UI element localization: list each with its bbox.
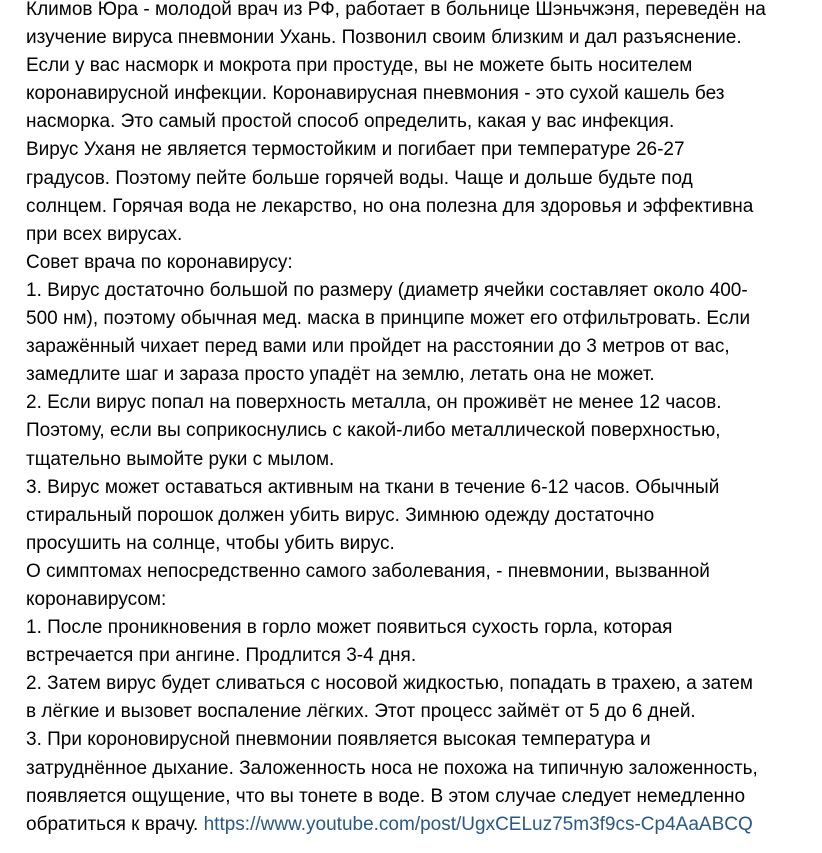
post-line: затруднённое дыхание. Заложенность носа не похожа на типичную заложенность, xyxy=(26,757,758,779)
post-line: солнцем. Горячая вода не лекарство, но она полезна для здоровья и эффективна xyxy=(26,195,754,217)
post-line: 3. Вирус может оставаться активным на ткани в течение 6-12 часов. Обычный xyxy=(26,476,720,498)
post-line: 2. Если вирус попал на поверхность металла, он проживёт не менее 12 часов. xyxy=(26,392,722,414)
post-line: насморка. Это самый простой способ определить, какая у вас инфекция. xyxy=(26,111,675,133)
post-last-line xyxy=(26,811,822,839)
post-line: коронавирусом: xyxy=(26,588,167,610)
post-line: при всех вирусах. xyxy=(26,223,183,245)
post-line: Вирус Уханя не является термостойким и погибает при температуре 26-27 xyxy=(26,139,685,161)
post-line: О симптомах непосредственно самого заболевания, - пневмонии, вызванной xyxy=(26,560,710,582)
post-line: 500 нм), поэтому обычная мед. маска в принципе может его отфильтровать. Если xyxy=(26,308,751,330)
post-line: 1. Вирус достаточно большой по размеру (диаметр ячейки составляет около 400- xyxy=(26,279,748,301)
post-line: тщательно вымойте руки с мылом. xyxy=(26,448,335,470)
post-line: 3. При короновирусной пневмонии появляется высокая температура и xyxy=(26,729,651,751)
post-line: встречается при ангине. Продлится 3-4 дня. xyxy=(26,645,417,667)
post-line: Поэтому, если вы соприкоснулись с какой-либо металлической поверхностью, xyxy=(26,420,721,442)
post-line: Климов Юра - молодой врач из РФ, работает в больнице Шэньчжэня, переведён на xyxy=(26,0,766,20)
post-line: Если у вас насморк и мокрота при простуде, вы не можете быть носителем xyxy=(26,55,693,77)
post-line: в лёгкие и вызовет воспаление лёгких. Этот процесс займёт от 5 до 6 дней. xyxy=(26,701,696,723)
post-line: 2. Затем вирус будет сливаться с носовой жидкостью, попадать в трахею, а затем xyxy=(26,673,753,695)
post-line: коронавирусной инфекции. Коронавирусная пневмония - это сухой кашель без xyxy=(26,83,725,105)
post-line: появляется ощущение, что вы тонете в воде. В этом случае следует немедленно xyxy=(26,785,746,807)
post-line: просушить на солнце, чтобы убить вирус. xyxy=(26,532,395,554)
post-line: заражённый чихает перед вами или пройдет на расстоянии до 3 метров от вас, xyxy=(26,336,730,358)
post-line: стиральный порошок должен убить вирус. Зимнюю одежду достаточно xyxy=(26,504,655,526)
post-line: 1. После проникновения в горло может появиться сухость горла, которая xyxy=(26,617,673,639)
post-line: изучение вируса пневмонии Ухань. Позвонил своим близким и дал разъяснение. xyxy=(26,27,742,49)
post-line: замедлите шаг и зараза просто упадёт на землю, летать она не может. xyxy=(26,364,655,386)
youtube-post-link[interactable]: https://www.youtube.com/post/UgxCELuz75m3f9cs-Cp4AaABCQ xyxy=(203,813,753,835)
post-line: градусов. Поэтому пейте больше горячей воды. Чаще и дольше будьте под xyxy=(26,167,693,189)
post-line: Совет врача по коронавирусу: xyxy=(26,251,293,273)
post-last-line-text: обратиться к врачу. xyxy=(26,813,204,835)
